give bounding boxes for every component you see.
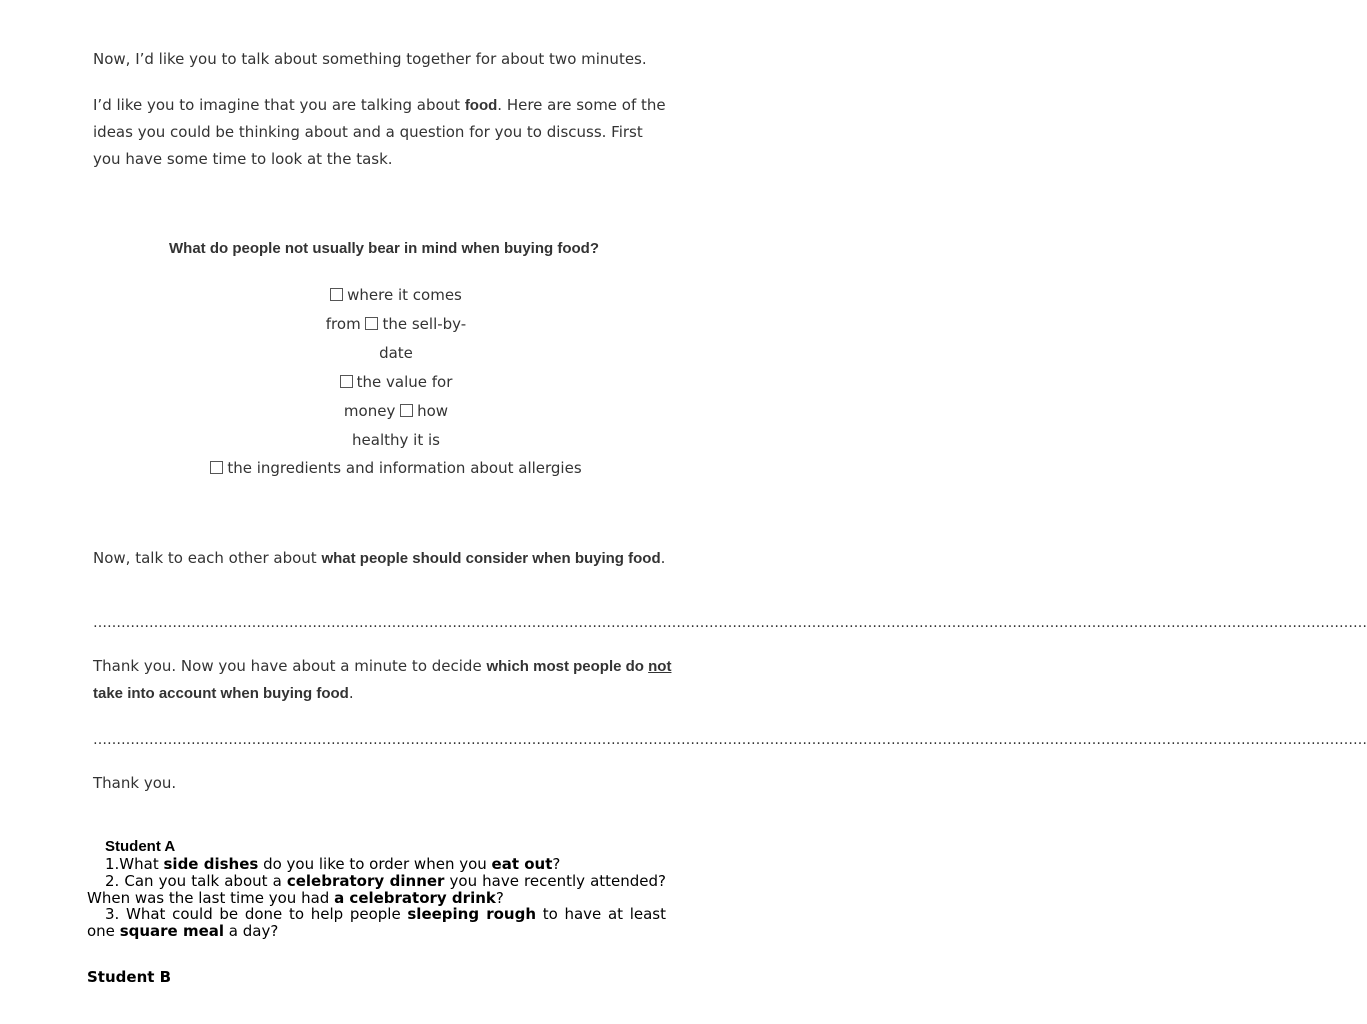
intro-line: Now, I’d like you to talk about something together for about two minutes.: [93, 50, 647, 68]
q-text: you have recently attended? When was the last time you had: [87, 872, 666, 907]
decide-instruction: [93, 653, 673, 707]
student-a-heading: Student A: [105, 838, 176, 855]
student-a-question-3: [87, 906, 666, 940]
option-text: the ingredients and information about allergies: [227, 459, 582, 477]
dotted-line: …………………………………………………………………………………………………………………………………………………………………………………………………………………………………………………: [93, 615, 1367, 631]
q-text: ?: [552, 855, 561, 873]
q-text: a day?: [224, 922, 279, 940]
q-keyword: eat out: [491, 855, 553, 873]
discuss-topic: what people should consider when buying food: [321, 550, 661, 567]
q-keyword: square meal: [119, 922, 225, 940]
option-text: how: [417, 402, 449, 420]
option-text: the sell-by-: [382, 315, 467, 333]
q-text: do you like to order when you: [258, 855, 492, 873]
q-text: 2. Can you talk about a: [105, 872, 287, 890]
option-line: [0, 426, 792, 455]
task-question: What do people not usually bear in mind when buying food?: [169, 240, 599, 257]
intro-paragraph: [93, 92, 673, 173]
thanks-text: Thank you.: [93, 774, 177, 792]
decide-bold: which most people do: [486, 658, 649, 675]
checkbox[interactable]: [330, 288, 343, 301]
decide-not: not: [648, 658, 672, 675]
discuss-text: Now, talk to each other about: [93, 549, 322, 567]
intro-text-b: . Here are some of the ideas you could be thinking about and a question for you to discuss. First you have some time to look at the task.: [93, 96, 666, 168]
dotted-line: …………………………………………………………………………………………………………………………………………………………………………………………………………………………………………………: [93, 732, 1367, 748]
decide-bold-2: take into account when buying food: [93, 685, 349, 702]
discuss-end: .: [660, 549, 666, 567]
q-text: 3. What could be done to help people: [105, 905, 408, 923]
option-text: from: [325, 315, 361, 333]
option-line: [0, 281, 792, 310]
q-text: ?: [495, 889, 504, 907]
q-keyword: side dishes: [163, 855, 259, 873]
option-text: the value for: [356, 373, 453, 391]
option-line: [0, 339, 792, 368]
q-keyword: celebratory dinner: [286, 872, 445, 890]
option-text: where it comes: [347, 286, 462, 304]
q-text: 1.What: [105, 855, 164, 873]
option-line: [0, 310, 792, 339]
option-line: [0, 368, 792, 397]
discuss-instruction: [93, 550, 673, 567]
option-text: money: [343, 402, 396, 420]
checkbox[interactable]: [365, 317, 378, 330]
option-text: healthy it is: [352, 431, 440, 449]
intro-text-a: I’d like you to imagine that you are talking about: [93, 96, 465, 114]
option-text: date: [379, 344, 413, 362]
student-b-heading: Student B: [87, 968, 172, 986]
q-text: to have at least one: [87, 905, 667, 940]
student-a-question-1: [87, 856, 666, 873]
option-line: [0, 397, 792, 426]
topic-food: food: [464, 97, 498, 114]
checkbox[interactable]: [210, 461, 223, 474]
student-a-question-2: [87, 873, 666, 907]
decide-text: Thank you. Now you have about a minute to decide: [93, 657, 487, 675]
q-keyword: a celebratory drink: [334, 889, 496, 907]
decide-end: .: [348, 684, 354, 702]
q-keyword: sleeping rough: [407, 905, 537, 923]
checkbox[interactable]: [400, 404, 413, 417]
option-line: [0, 454, 792, 483]
checkbox[interactable]: [340, 375, 353, 388]
